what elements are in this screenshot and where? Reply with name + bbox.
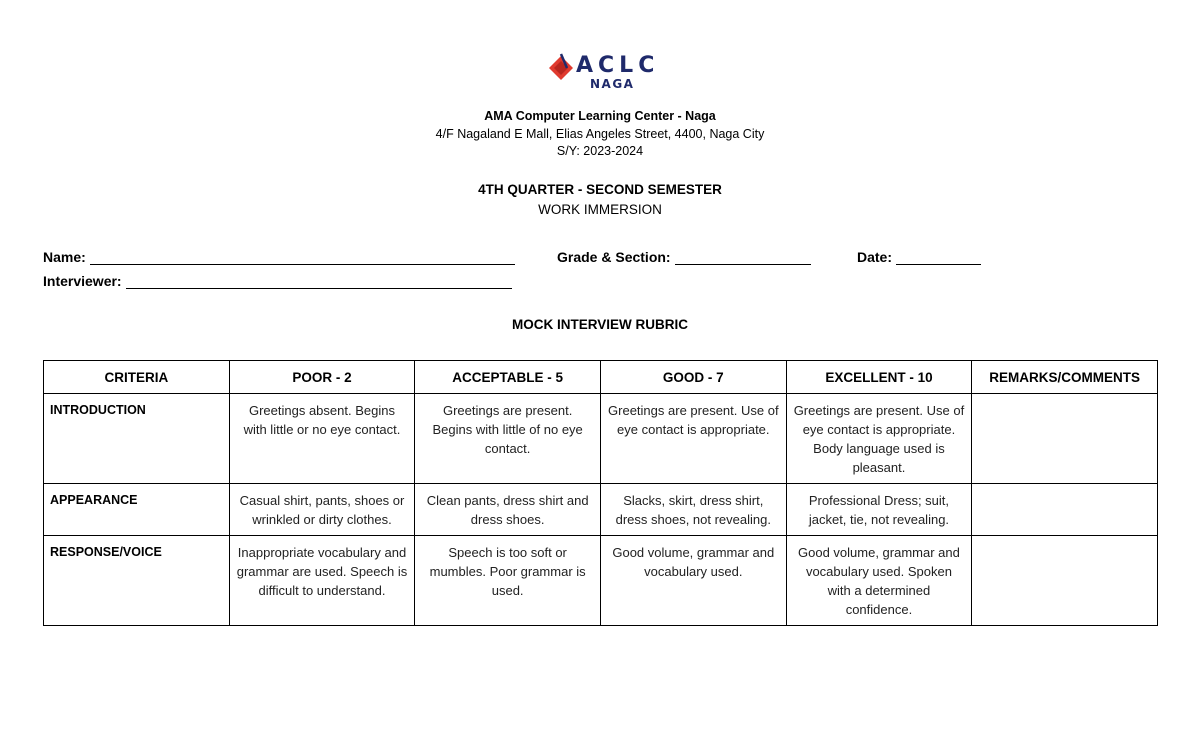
aclc-diamond-icon <box>545 52 577 84</box>
good-cell: Good volume, grammar and vocabulary used. <box>600 536 786 626</box>
grade-section-field[interactable] <box>557 249 811 265</box>
column-header: EXCELLENT - 10 <box>786 361 972 394</box>
acceptable-cell: Greetings are present. Begins with little of no eye contact. <box>415 394 601 484</box>
remarks-cell[interactable] <box>972 394 1158 484</box>
table-row <box>44 536 1158 626</box>
school-year: S/Y: 2023-2024 <box>556 144 644 158</box>
name-field[interactable] <box>43 249 515 265</box>
poor-cell: Casual shirt, pants, shoes or wrinkled or dirty clothes. <box>229 484 415 536</box>
rubric-title: MOCK INTERVIEW RUBRIC <box>511 317 688 332</box>
date-blank-line[interactable] <box>896 250 981 265</box>
acceptable-cell: Clean pants, dress shirt and dress shoes. <box>415 484 601 536</box>
logo-aclc-text: ACLC <box>576 53 660 78</box>
criteria-cell: INTRODUCTION <box>44 394 230 484</box>
grade-section-blank-line[interactable] <box>675 250 811 265</box>
school-address: 4/F Nagaland E Mall, Elias Angeles Street, 4400, Naga City <box>435 127 765 141</box>
table-row <box>44 394 1158 484</box>
rubric-table <box>43 360 1158 626</box>
poor-cell: Greetings absent. Begins with little or no eye contact. <box>229 394 415 484</box>
table-row <box>44 484 1158 536</box>
subject-heading: WORK IMMERSION <box>538 202 662 217</box>
logo-naga-text: NAGA <box>590 77 635 91</box>
criteria-cell: RESPONSE/VOICE <box>44 536 230 626</box>
column-header: GOOD - 7 <box>600 361 786 394</box>
poor-cell: Inappropriate vocabulary and grammar are used. Speech is difficult to understand. <box>229 536 415 626</box>
interviewer-label: Interviewer: <box>43 273 122 289</box>
name-label: Name: <box>43 249 86 265</box>
excellent-cell: Good volume, grammar and vocabulary used. Spoken with a determined confidence. <box>786 536 972 626</box>
remarks-cell[interactable] <box>972 484 1158 536</box>
aclc-logo <box>545 52 660 92</box>
quarter-heading: 4TH QUARTER - SECOND SEMESTER <box>478 182 722 197</box>
column-header: ACCEPTABLE - 5 <box>415 361 601 394</box>
good-cell: Slacks, skirt, dress shirt, dress shoes, not revealing. <box>600 484 786 536</box>
grade-section-label: Grade & Section: <box>557 249 671 265</box>
excellent-cell: Greetings are present. Use of eye contact is appropriate. Body language used is pleasant. <box>786 394 972 484</box>
column-header: CRITERIA <box>44 361 230 394</box>
table-header-row <box>44 361 1158 394</box>
date-label: Date: <box>857 249 893 265</box>
school-name: AMA Computer Learning Center - Naga <box>484 109 716 123</box>
good-cell: Greetings are present. Use of eye contact is appropriate. <box>600 394 786 484</box>
acceptable-cell: Speech is too soft or mumbles. Poor grammar is used. <box>415 536 601 626</box>
interviewer-field[interactable] <box>43 273 512 289</box>
date-field[interactable] <box>857 249 981 265</box>
interviewer-blank-line[interactable] <box>126 274 512 289</box>
remarks-cell[interactable] <box>972 536 1158 626</box>
column-header: POOR - 2 <box>229 361 415 394</box>
name-blank-line[interactable] <box>90 250 515 265</box>
excellent-cell: Professional Dress; suit, jacket, tie, not revealing. <box>786 484 972 536</box>
criteria-cell: APPEARANCE <box>44 484 230 536</box>
column-header: REMARKS/COMMENTS <box>972 361 1158 394</box>
